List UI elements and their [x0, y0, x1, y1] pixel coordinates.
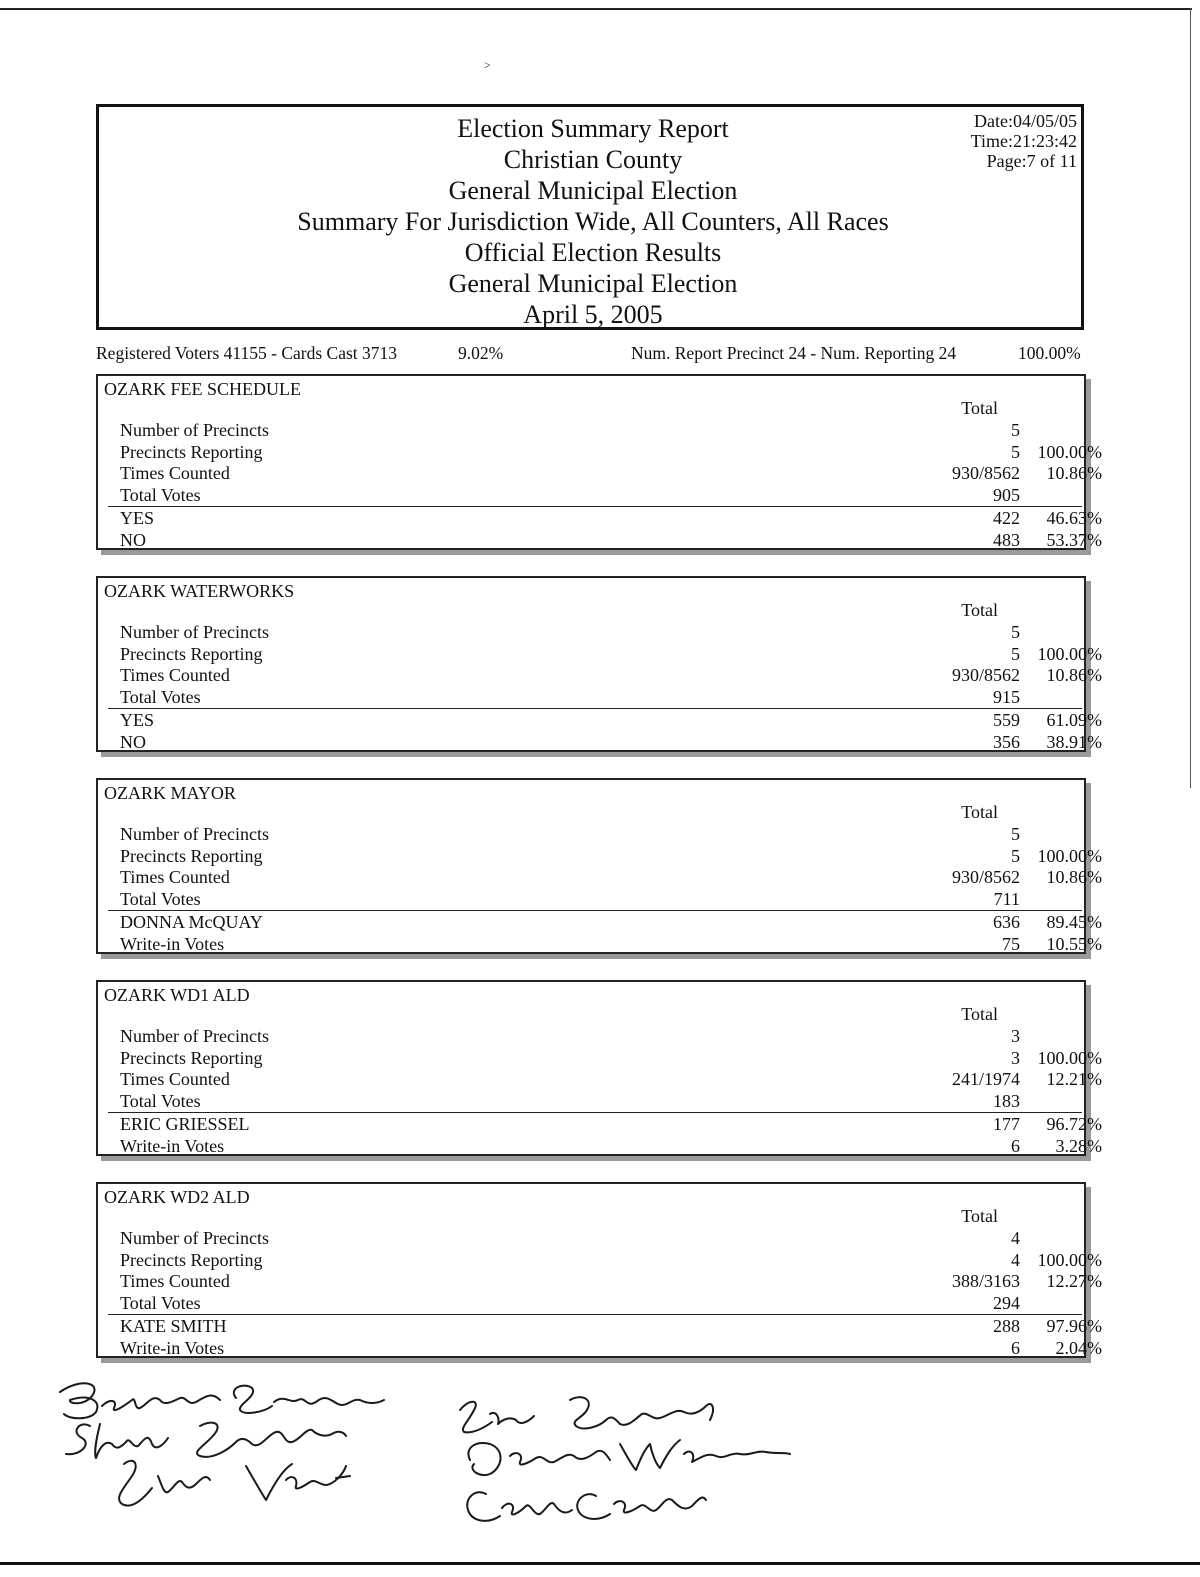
signature-stroke	[66, 1424, 168, 1458]
choice-total: 177	[993, 1114, 1020, 1134]
choices-divider	[108, 708, 1082, 709]
row-total: 5	[1011, 420, 1020, 440]
row-total: 183	[993, 1090, 1020, 1111]
choice-row	[120, 1337, 1102, 1360]
choice-row	[120, 529, 1102, 552]
choices-divider	[108, 1314, 1082, 1315]
race-row	[120, 867, 1102, 889]
choice-total: 422	[993, 508, 1020, 528]
row-label: Precincts Reporting	[120, 441, 263, 462]
race-row	[120, 1069, 1102, 1091]
choice-row	[120, 710, 1102, 732]
race-row	[120, 845, 1102, 868]
choice-label: ERIC GRIESSEL	[120, 1114, 250, 1134]
results-status: Official Election Results	[464, 238, 722, 267]
row-label: Times Counted	[120, 1271, 230, 1291]
row-label: Total Votes	[120, 1090, 201, 1111]
choice-percent: 61.09%	[1046, 710, 1102, 730]
choice-percent: 46.63%	[1046, 508, 1102, 528]
race-title: OZARK WD1 ALD	[104, 985, 250, 1005]
choice-total: 483	[993, 529, 1020, 550]
choice-total: 559	[993, 710, 1020, 730]
choice-percent: 10.55%	[1046, 933, 1102, 954]
row-total: 5	[1011, 441, 1020, 462]
row-percent: 100.00%	[1037, 1249, 1102, 1270]
row-label: Number of Precincts	[120, 1228, 269, 1248]
race-row	[120, 485, 1082, 507]
row-percent: 100.00%	[1037, 1047, 1102, 1068]
row-total: 3	[1011, 1026, 1020, 1046]
election-date: April 5, 2005	[523, 300, 663, 329]
row-total: 5	[1011, 824, 1020, 844]
race-box	[96, 1182, 1102, 1358]
county-name: Christian County	[503, 145, 683, 174]
choice-row	[120, 508, 1102, 530]
row-total: 294	[993, 1292, 1020, 1313]
choice-percent: 2.04%	[1055, 1337, 1102, 1358]
race-title: OZARK WD2 ALD	[104, 1187, 250, 1207]
race-row	[120, 1026, 1082, 1048]
turnout-percent: 9.02%	[458, 343, 504, 363]
race-row	[120, 622, 1082, 644]
total-column-header: Total	[961, 1004, 998, 1024]
choice-label: Write-in Votes	[120, 1135, 225, 1156]
race-box	[96, 778, 1102, 954]
choice-total: 6	[1011, 1337, 1020, 1358]
race-row	[120, 441, 1102, 464]
row-percent: 10.86%	[1046, 665, 1102, 685]
choice-percent: 53.37%	[1046, 529, 1102, 550]
signature-stroke	[468, 1443, 610, 1475]
header-title-block	[99, 113, 1087, 330]
choice-total: 75	[1002, 933, 1020, 954]
signature-stroke	[246, 1464, 350, 1500]
race-title: OZARK WATERWORKS	[104, 581, 295, 601]
choice-row	[120, 1135, 1102, 1158]
race-row	[120, 1293, 1082, 1315]
registered-voters-text: Registered Voters 41155 - Cards Cast 3713	[96, 343, 398, 363]
row-label: Precincts Reporting	[120, 1249, 263, 1270]
row-label: Precincts Reporting	[120, 643, 263, 664]
total-column-header: Total	[961, 1206, 998, 1226]
signature-stroke	[234, 1386, 384, 1413]
row-label: Total Votes	[120, 888, 201, 909]
row-label: Times Counted	[120, 867, 230, 887]
row-label: Number of Precincts	[120, 420, 269, 440]
choice-row	[120, 933, 1102, 956]
race-row	[120, 824, 1082, 846]
page-edge-bottom	[0, 1562, 1200, 1565]
row-label: Total Votes	[120, 686, 201, 707]
row-total: 5	[1011, 622, 1020, 642]
row-label: Number of Precincts	[120, 1026, 269, 1046]
choices-divider	[108, 910, 1082, 911]
row-total: 930/8562	[951, 463, 1020, 483]
choice-label: NO	[120, 731, 146, 752]
signature-stroke	[197, 1423, 346, 1457]
race-row	[120, 643, 1102, 666]
race-row	[120, 1091, 1082, 1113]
choice-percent: 38.91%	[1046, 731, 1102, 752]
signature-stroke	[467, 1492, 572, 1521]
choice-percent: 3.28%	[1055, 1135, 1102, 1156]
choice-row	[120, 912, 1102, 934]
row-percent: 12.21%	[1046, 1069, 1102, 1089]
race-row	[120, 420, 1082, 442]
report-time: Time:21:23:42	[970, 131, 1077, 151]
signature-stroke	[119, 1461, 210, 1506]
choice-row	[120, 731, 1102, 754]
row-total: 930/8562	[951, 867, 1020, 887]
row-label: Total Votes	[120, 484, 201, 505]
scan-speck: ˃	[484, 58, 491, 72]
race-box	[96, 374, 1102, 550]
choice-label: YES	[120, 508, 155, 528]
precincts-reporting-percent: 100.00%	[1018, 343, 1081, 363]
report-title: Election Summary Report	[457, 114, 729, 143]
row-total: 915	[993, 686, 1020, 707]
row-label: Times Counted	[120, 463, 230, 483]
handwritten-signatures	[40, 1370, 820, 1550]
row-total: 3	[1011, 1047, 1020, 1068]
choice-label: YES	[120, 710, 155, 730]
row-percent: 100.00%	[1037, 643, 1102, 664]
choices-divider	[108, 506, 1082, 507]
row-total: 711	[993, 888, 1020, 909]
precincts-reporting-text: Num. Report Precinct 24 - Num. Reporting 24	[631, 343, 957, 363]
row-total: 4	[1011, 1249, 1020, 1270]
choice-row	[120, 1114, 1102, 1136]
total-column-header: Total	[961, 600, 998, 620]
race-row	[120, 1271, 1102, 1293]
report-date: Date:04/05/05	[974, 111, 1077, 131]
row-total: 905	[993, 484, 1020, 505]
race-title: OZARK FEE SCHEDULE	[104, 379, 301, 399]
row-total: 388/3163	[951, 1271, 1020, 1291]
race-row	[120, 687, 1082, 709]
choice-percent: 89.45%	[1046, 912, 1102, 932]
election-name: General Municipal Election	[448, 176, 738, 205]
row-percent: 100.00%	[1037, 845, 1102, 866]
race-title: OZARK MAYOR	[104, 783, 236, 803]
signature-stroke	[460, 1402, 534, 1433]
race-row	[120, 665, 1102, 687]
race-row	[120, 463, 1102, 485]
choice-total: 356	[993, 731, 1020, 752]
race-row	[120, 1228, 1082, 1250]
row-percent: 100.00%	[1037, 441, 1102, 462]
race-box	[96, 980, 1102, 1156]
row-total: 5	[1011, 845, 1020, 866]
signature-stroke	[577, 1494, 706, 1519]
choice-percent: 97.96%	[1046, 1316, 1102, 1336]
row-label: Times Counted	[120, 1069, 230, 1089]
choice-row	[120, 1316, 1102, 1338]
race-row	[120, 1047, 1102, 1070]
choice-total: 636	[993, 912, 1020, 932]
row-label: Total Votes	[120, 1292, 201, 1313]
race-row	[120, 1249, 1102, 1272]
row-percent: 10.86%	[1046, 463, 1102, 483]
row-percent: 10.86%	[1046, 867, 1102, 887]
election-name-2: General Municipal Election	[448, 269, 738, 298]
race-box	[96, 576, 1102, 752]
row-label: Precincts Reporting	[120, 1047, 263, 1068]
signature-stroke	[570, 1397, 713, 1428]
race-row	[120, 889, 1082, 911]
page-number: Page:7 of 11	[986, 151, 1077, 171]
row-percent: 12.27%	[1046, 1271, 1102, 1291]
choice-label: NO	[120, 529, 146, 550]
signature-stroke	[620, 1440, 790, 1470]
total-column-header: Total	[961, 802, 998, 822]
choice-percent: 96.72%	[1046, 1114, 1102, 1134]
row-label: Times Counted	[120, 665, 230, 685]
total-column-header: Total	[961, 398, 998, 418]
report-meta	[971, 111, 1077, 171]
choice-total: 288	[993, 1316, 1020, 1336]
page-edge-right	[1190, 8, 1191, 788]
summary-scope: Summary For Jurisdiction Wide, All Counters, All Races	[297, 207, 889, 236]
choice-total: 6	[1011, 1135, 1020, 1156]
choice-label: DONNA McQUAY	[120, 912, 263, 932]
choice-label: Write-in Votes	[120, 933, 225, 954]
row-total: 5	[1011, 643, 1020, 664]
row-label: Precincts Reporting	[120, 845, 263, 866]
choice-label: KATE SMITH	[120, 1316, 227, 1336]
row-total: 4	[1011, 1228, 1020, 1248]
page-edge-top	[0, 8, 1192, 10]
report-header	[96, 104, 1084, 330]
row-total: 930/8562	[951, 665, 1020, 685]
choices-divider	[108, 1112, 1082, 1113]
choice-label: Write-in Votes	[120, 1337, 225, 1358]
signature-stroke	[60, 1383, 220, 1418]
row-total: 241/1974	[951, 1069, 1020, 1089]
row-label: Number of Precincts	[120, 824, 269, 844]
row-label: Number of Precincts	[120, 622, 269, 642]
